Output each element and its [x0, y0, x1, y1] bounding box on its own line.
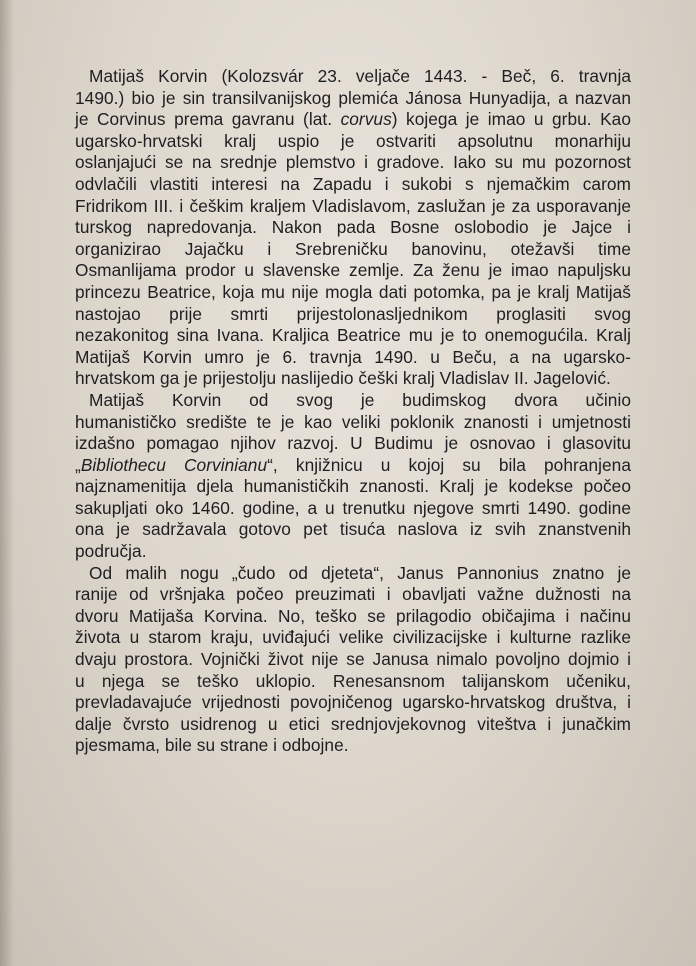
text-line: najznamenitija djela humanističkih znanosti. Kralj je kodekse počeo [75, 476, 631, 497]
text-segment: ) kojega je imao u grbu. Kao [391, 109, 631, 130]
text-line: izdašno pomagao njihov razvoj. U Budimu je osnovao i glasovitu [75, 433, 631, 454]
text-segment: je Corvinus prema gavranu (lat. [75, 109, 341, 130]
text-line: Matijaš Korvin (Kolozsvár 23. veljače 1443. - Beč, 6. travnja [89, 66, 631, 86]
body-text [75, 66, 631, 757]
text-line: organizirao Jajačku i Srebreničku banovinu, otežavši time [75, 238, 631, 259]
text-line: sakupljati oko 1460. godine, a u trenutku njegove smrti 1490. godine [75, 497, 631, 518]
text-line: ona je sadržavala gotovo pet tisuća naslova iz svih znanstvenih [75, 519, 631, 540]
text-segment: “, knjižnicu u kojoj su bila pohranjena [267, 454, 631, 475]
text-line: Fridrikom III. i češkim kraljem Vladislavom, zaslužan je za usporavanje [75, 195, 631, 216]
text-line: dvoru Matijaša Korvina. No, teško se prilagodio običajima i načinu [75, 605, 631, 626]
paragraph-1 [75, 66, 631, 390]
text-line: ranije od vršnjaka počeo preuzimati i obavljati važne dužnosti na [75, 584, 631, 605]
text-line: života u starom kraju, uviđajući velike civilizacijske i kulturne razlike [75, 627, 631, 648]
text-line: pjesmama, bile su strane i odbojne. [75, 735, 349, 756]
text-line: Od malih nogu „čudo od djeteta“, Janus Pannonius znatno je [89, 562, 631, 583]
text-line: oslanjajući se na srednje plemstvo i gradove. Iako su mu pozornost [75, 152, 631, 173]
text-line: nezakonitog sina Ivana. Kraljica Beatrice mu je to onemogućila. Kralj [75, 325, 631, 346]
italic-title: Bibliothecu Corvinianu [80, 454, 268, 475]
paragraph-3 [75, 563, 631, 757]
text-line: hrvatskom ga je prijestolju naslijedio češki kralj Vladislav II. Jagelović. [75, 368, 611, 389]
text-line [75, 109, 631, 131]
text-line: dvaju prostora. Vojnički život nije se Janusa nimalo povoljno dojmio i [75, 649, 631, 670]
text-line: odvlačili vlastiti interesi na Zapadu i sukobi s njemačkim carom [75, 173, 631, 194]
open-quote: „ [75, 454, 81, 475]
text-line: područja. [75, 541, 147, 562]
text-line: ugarsko-hrvatski kralj uspio je ostvariti apsolutnu monarhiju [75, 130, 631, 151]
text-line: Matijaš Korvin umro je 6. travnja 1490. u Beču, a na ugarsko- [75, 346, 631, 367]
text-line: Matijaš Korvin od svog je budimskog dvora učinio [89, 389, 631, 410]
text-line: dalje čvrsto usidrenog u etici srednjovjekovnog viteštva i junačkim [75, 713, 631, 734]
italic-term: corvus [340, 109, 392, 130]
text-line: nastojao prije smrti prijestolonasljednikom proglasiti svog [75, 303, 631, 324]
page-edge-shadow [0, 0, 14, 966]
text-line: turskog napredovanja. Nakon pada Bosne oslobodio je Jajce i [75, 217, 631, 238]
paragraph-2 [75, 390, 631, 563]
text-line: princezu Beatrice, koja mu nije mogla dati potomka, pa je kralj Matijaš [75, 281, 631, 302]
text-line: prevladavajuće vrijednosti povojničenog ugarsko-hrvatskog društva, i [75, 692, 631, 713]
text-line: 1490.) bio je sin transilvanijskog plemića Jánosa Hunyadija, a nazvan [75, 87, 631, 108]
text-line [75, 455, 631, 477]
text-line: u njega se teško uklopio. Renesansnom talijanskom učeniku, [75, 670, 631, 691]
text-line: humanističko središte te je kao veliki poklonik znanosti i umjetnosti [75, 411, 631, 432]
text-line: Osmanlijama prodor u slavenske zemlje. Za ženu je imao napuljsku [75, 260, 631, 281]
